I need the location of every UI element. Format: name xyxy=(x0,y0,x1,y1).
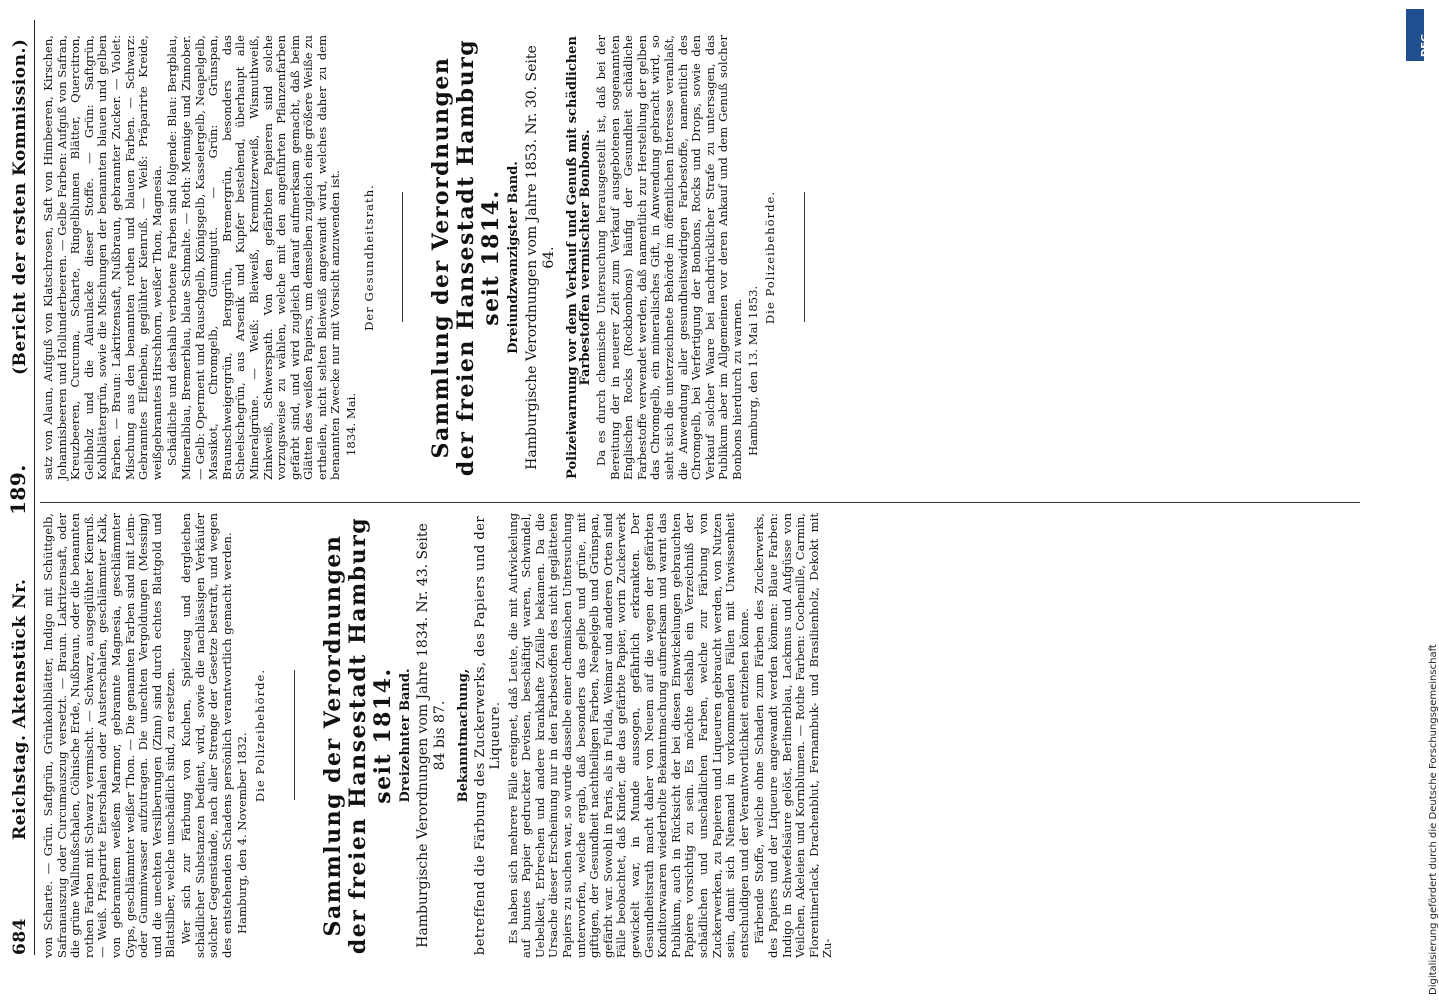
date-line: Hamburg, den 13. Mai 1853. xyxy=(745,285,760,456)
paragraph: Es haben sich mehrere Fälle ereignet, daß Leute, die mit Aufwickelung auf buntes Papier gedruckter Devisen, beschäftigt waren, Schwindel, Uebelkeit, Erbrechen und andere krankhafte Zufälle bekamen. Da die Ursache dieser Erscheinung nur in den Farbestoffen des nicht geglätteten Papiers zu suchen war, so wurde dasselbe einer chemischen Untersuchung unterworfen, welche ergab, daß besonders das gelbe und grüne, mit giftigen, der Gesundheit nachtheiligen Farben, Neapelgelb und Grünspan, gefärbt war. Sowohl in Paris, als in Fulda, Weimar und anderen Orten sind Fälle beobachtet, daß Kinder, die das gefärbte Papier, worin Zuckerwerk gewickelt war, in Munde aussogen, gefährlich erkrankten. Der Gesundheitsrath macht daher von Neuem auf die wegen der gefärbten Konditorwaaren wiederholte Bekanntmachung aufmerksam und warnt das Publikum, auch in Rücksicht der bei diesen Einwickelungen gebrauchten Papiere vorsichtig zu sein. Es möchte deshalb ein Verzeichniß der schädlichen und unschädlichen Farben, welche zur Färbung von Zuckerwerken, zu Papieren und Liqueuren gebraucht werden, von Nutzen sein, damit sich Niemand in vorkommenden Fällen mit Unwissenheit entschuldigen und der Verantwortlichkeit entziehen könne. xyxy=(505,513,751,958)
volume-label: Dreizehnter Band. xyxy=(397,668,413,803)
funding-sidebar xyxy=(1402,5,1439,995)
right-column xyxy=(42,35,831,480)
column-divider xyxy=(40,502,1360,503)
header-left: Reichstag. Aktenstück Nr. xyxy=(10,578,30,840)
ordinance-reference: Hamburgische Verordnungen vom Jahre 1834. Nr. 43. Seite 84 bis 87. xyxy=(415,523,449,948)
left-column xyxy=(42,513,837,958)
collection-title: Sammlung der Verordnungen der freien Hansestadt Hamburg seit 1814. xyxy=(428,38,505,477)
page-number: 684 xyxy=(10,918,30,955)
date-line: Hamburg, den 4. November 1832. xyxy=(235,732,250,934)
header-rule xyxy=(34,20,35,955)
section-heading: Polizeiwarnung vor dem Verkauf und Genuß mit schädlichen Farbestoffen vermischter Bonbons. xyxy=(564,36,594,479)
date-line: 1834. Mai. xyxy=(344,392,359,456)
collection-title: Sammlung der Verordnungen der freien Hansestadt Hamburg seit 1814. xyxy=(319,516,396,955)
volume-label: Dreiundzwanzigster Band. xyxy=(506,161,522,354)
paragraph: Färbende Stoffe, welche ohne Schaden zum Färben des Zuckerwerks, des Papiers und der Liqueure angewandt werden können: Blaue Farben: Indigo in Schwefelsäure gelöst, Berlinerblau, Lackmus und Aufgüsse von Veilchen, Akeleien und Kornblumen. — Rothe Farben: Cochenille, Carmin, Florentinerlack, Drachenblut, Fernambuk- und Brasilienholz, Dekokt mit Zu- xyxy=(752,513,835,958)
paragraph: von Scharte. — Grün. Saftgrün, Grünkohlblätter, Indigo mit Schüttgelb, Safranauszug oder Curcumauszug versetzt. — Braun. Lakritzensaft, oder die grüne Wallnußschalen, Cölnische Erde, Nußbraun, oder die benannten rothen Farben mit Schwarz vermischt. — Schwarz, ausgeglühter Kienruß. — Weiß. Präparirte Eierschalen oder Austerschalen, geschlämmter Kalk, von gebranntem weißem Marmor, gebrannte Magnesia, geschlämmter Gyps, geschlämmter weißer Thon. — Die genannten Farben sind mit Leim- oder Gummiwasser aufzutragen. Die unechten Vergoldungen (Messing) und die unechten Versilberungen (Zinn) sind durch echtes Blattgold und Blattsilber, welche unschädlich sind, zu ersetzen. xyxy=(41,513,178,958)
document-number: 189. xyxy=(6,464,30,515)
signature: Die Polizeibehörde. xyxy=(763,190,778,325)
section-subject: betreffend die Färbung des Zuckerwerks, des Papiers und der Liqueure. xyxy=(472,515,503,956)
dfg-badge-label: DFG xyxy=(1420,33,1431,57)
section-rule xyxy=(804,193,805,323)
signature: Die Polizeibehörde. xyxy=(252,668,267,803)
paragraph: Wer sich zur Färbung von Kuchen, Spielzeug und dergleichen schädlicher Substanzen bedient, wird, sowie die nachlässigen Verkäufer solcher Gegenstände, nach aller Strenge der Gesetze bestraft, und wegen des entstehenden Schadens persönlich verantwortlich gemacht werden. xyxy=(178,513,234,958)
paragraph: Da es durch chemische Untersuchung herausgestellt ist, daß bei der Bereitung der in neuerer Zeit zum Verkauf ausgebotenen sogenannten Englischen Rocks (Rockbonbons) häufig der Gesundheit schädliche Farbestoffe verwendet werden, daß namentlich zur Herstellung der gelben das Chromgelb, ein mineralisches Gift, in Anwendung gebracht wird, so sieht sich die unterzeichnete Behörde im öffentlichen Interesse veranlaßt, die Anwendung aller gesundheitswidrigen Farbestoffe, namentlich des Chromgelb, bei Verfertigung der Bonbons, Rocks und Drops, sowie den Verkauf solcher Waare bei nachdrücklicher Strafe zu untersagen, das Publikum aber im Allgemeinen vor deren Ankauf und dem Genuß solcher Bonbons hierdurch zu warnen. xyxy=(594,35,744,480)
signature: Der Gesundheitsrath. xyxy=(361,184,376,331)
page-header xyxy=(6,20,34,955)
ordinance-reference: Hamburgische Verordnungen vom Jahre 1853. Nr. 30. Seite 64. xyxy=(523,45,557,470)
paragraph: Schädliche und deshalb verbotene Farben sind folgende: Blau: Bergblau, Mineralblau, Bremerblau, blaue Schmalte. — Roth: Mennige und Zinnober. — Gelb: Operment und Rauschgelb, Königsgelb, Kasselergelb, Neapelgelb, Massikot, Chromgelb, Gummigutt. — Grün: Grünspan, Braunschweigergrün, Berggrün, Bremergrün, besonders das Scheelschegrün, aus Arsenik und Kupfer bestehend, überhaupt alle Mineralgrüne. — Weiß: Bleiweiß, Kremnitzerweiß, Wismuthweiß, Zinkweiß, Schwerspath. Von den gefärbten Papieren sind solche vorzugsweise zu wählen, welche mit den angeführten Pflanzenfarben gefärbt sind, und wird zugleich darauf aufmerksam gemacht, daß beim Glätten des weißen Papiers, um demselben zugleich eine größere Weiße zu ertheilen, nicht selten Bleiweiß angewandt wird, welches daher zu dem benannten Zwecke nur mit Vorsicht anzuwenden ist. xyxy=(165,35,343,480)
paragraph: satz von Alaun, Aufguß von Klatschrosen, Saft von Himbeeren, Kirschen, Johannisbeeren und Hollunderbeeren. — Gelbe Farben: Aufguß von Safran, Kreuzbeeren, Curcuma, Scharte, Ringelblumen Blätter, Quercitron, Gelbholz und die Alaunlacke dieser Stoffe. — Grün: Saftgrün, Kohlblättergrün, sowie die Mischungen der benannten blauen und gelben Farben. — Braun: Lakritzensaft, Nußbraun, gebrannter Zucker. — Violet: Mischung aus den benannten rothen und blauen Farben. — Schwarz: Gebranntes Elfenbein, geglühter Kienruß. — Weiß: Präparirte Kreide, weißgebranntes Hirschhorn, weißer Thon, Magnesia. xyxy=(41,34,164,480)
dfg-logo-badge[interactable] xyxy=(1406,9,1431,61)
header-right: (Bericht der ersten Kommission.) xyxy=(10,38,30,375)
section-heading: Bekanntmachung, xyxy=(456,668,472,803)
section-rule xyxy=(294,671,295,801)
funding-note: Digitalisierung gefördert durch die Deutsche Forschungsgemeinschaft xyxy=(1428,644,1439,995)
section-rule xyxy=(402,193,403,323)
